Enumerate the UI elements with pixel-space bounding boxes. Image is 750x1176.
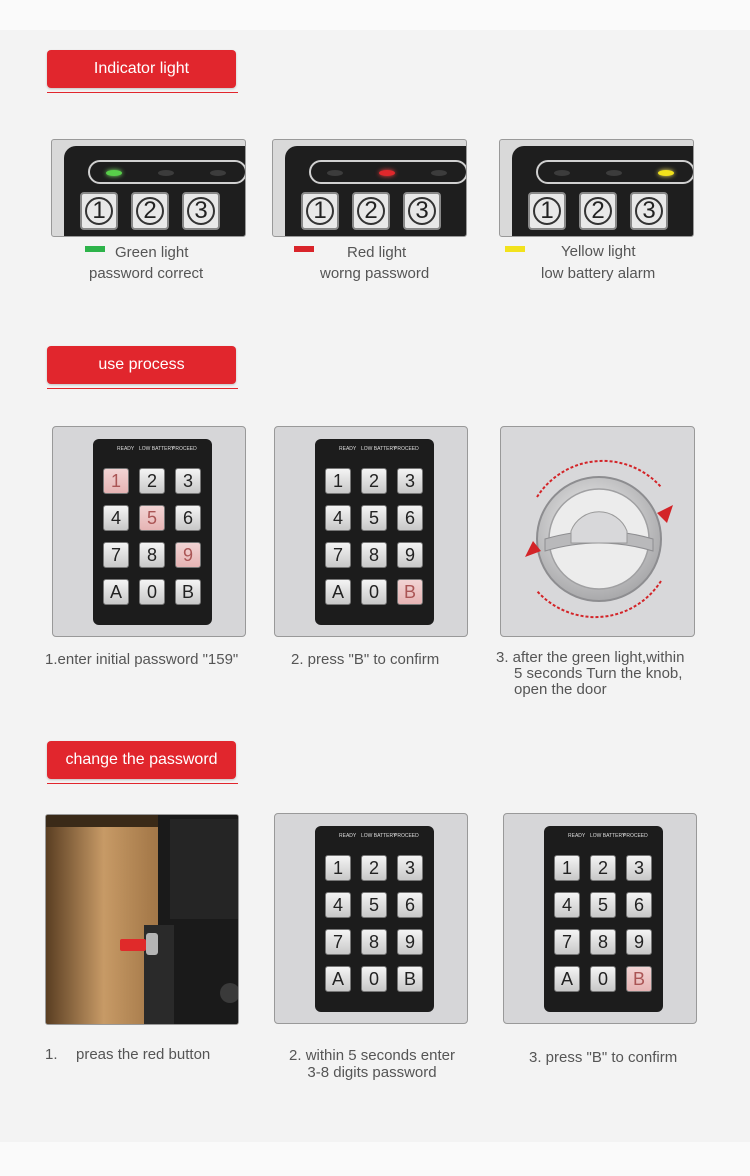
arrow-head-icon xyxy=(657,505,673,523)
keypad-key: 8 xyxy=(361,542,387,568)
keypad-key: 3 xyxy=(397,855,423,881)
yellow-light-label: Yellow light xyxy=(561,243,636,260)
keypad-key: 1 xyxy=(554,855,580,881)
keypad-status-label: PROCEED xyxy=(394,833,419,839)
section-header-use-process xyxy=(47,346,236,384)
keypad-status-label: LOW BATTERY xyxy=(590,833,626,839)
keypad-key: 9 xyxy=(397,929,423,955)
led-off xyxy=(431,170,447,176)
keypad-key: 9 xyxy=(626,929,652,955)
red-reset-button xyxy=(120,939,146,951)
key-3: 3 xyxy=(630,192,668,230)
keypad-status-label: READY xyxy=(117,446,135,452)
keypad-key: 9 xyxy=(175,542,201,568)
keypad-key: 2 xyxy=(590,855,616,881)
knob-card xyxy=(500,426,695,637)
keypad-status-label: PROCEED xyxy=(394,446,419,452)
key-2: 2 xyxy=(131,192,169,230)
keypad-key: B xyxy=(175,579,201,605)
keypad-key: 0 xyxy=(590,966,616,992)
keypad-key: 5 xyxy=(139,505,165,531)
keypad-key: 7 xyxy=(103,542,129,568)
keypad-status-label: LOW BATTERY xyxy=(361,833,397,839)
led-off xyxy=(554,170,570,176)
section-header-indicator xyxy=(47,50,236,88)
keypad-key: 4 xyxy=(325,505,351,531)
keypad-key: 4 xyxy=(325,892,351,918)
keypad-status-label: PROCEED xyxy=(172,446,197,452)
change-step3-caption: 3. press "B" to confirm xyxy=(529,1049,678,1066)
keypad-key: 8 xyxy=(590,929,616,955)
keypad-card-change-step3 xyxy=(503,813,697,1024)
yellow-light-meaning: low battery alarm xyxy=(541,265,656,282)
key-2: 2 xyxy=(352,192,390,230)
keypad-panel xyxy=(285,146,466,236)
keypad-key: 7 xyxy=(325,542,351,568)
keypad-key: 9 xyxy=(397,542,423,568)
button-housing xyxy=(146,933,158,955)
keypad-key: 5 xyxy=(361,505,387,531)
led-green-lit xyxy=(106,170,122,176)
led-off xyxy=(210,170,226,176)
indicator-card-green xyxy=(51,139,246,237)
keypad-key: 1 xyxy=(103,468,129,494)
light-bar xyxy=(536,160,694,184)
keypad-key: 6 xyxy=(175,505,201,531)
keypad-key: 2 xyxy=(361,855,387,881)
green-light-label: Green light xyxy=(115,244,189,261)
key-1: 1 xyxy=(80,192,118,230)
keypad-key: 8 xyxy=(139,542,165,568)
keypad-key: 5 xyxy=(361,892,387,918)
use-step3-caption: 3. after the green light,within 5 seconds Turn the knob, open the door xyxy=(496,649,685,698)
led-off xyxy=(606,170,622,176)
use-step1-caption: 1.enter initial password "159" xyxy=(45,651,239,668)
keypad-panel xyxy=(512,146,693,236)
keypad-key: 7 xyxy=(554,929,580,955)
keypad-status-label: READY xyxy=(339,833,357,839)
keypad-key: 7 xyxy=(325,929,351,955)
red-button-photo xyxy=(45,814,239,1025)
keypad-key: A xyxy=(103,579,129,605)
light-bar xyxy=(88,160,246,184)
keypad-key: A xyxy=(325,579,351,605)
keypad-key: 6 xyxy=(397,505,423,531)
yellow-swatch xyxy=(505,246,525,252)
led-off xyxy=(158,170,174,176)
keypad-key: 0 xyxy=(139,579,165,605)
keypad-key: B xyxy=(397,966,423,992)
key-1: 1 xyxy=(528,192,566,230)
keypad-key: 4 xyxy=(554,892,580,918)
keypad-status-label: PROCEED xyxy=(623,833,648,839)
section-underline xyxy=(47,388,238,389)
keypad-key: 1 xyxy=(325,855,351,881)
keypad-key: 2 xyxy=(361,468,387,494)
use-step2-caption: 2. press "B" to confirm xyxy=(291,651,440,668)
section-underline xyxy=(47,92,238,93)
keypad-key: 2 xyxy=(139,468,165,494)
indicator-card-yellow xyxy=(499,139,694,237)
keypad-key: 0 xyxy=(361,579,387,605)
keypad-key: 3 xyxy=(397,468,423,494)
keypad xyxy=(315,826,434,1012)
green-swatch xyxy=(85,246,105,252)
indicator-card-red xyxy=(272,139,467,237)
keypad xyxy=(315,439,434,625)
keypad-key: 0 xyxy=(361,966,387,992)
key-2: 2 xyxy=(579,192,617,230)
keypad-status-label: READY xyxy=(339,446,357,452)
key-1: 1 xyxy=(301,192,339,230)
safe-interior-illustration xyxy=(46,815,238,1024)
key-3: 3 xyxy=(403,192,441,230)
change-step1-number: 1. xyxy=(45,1046,58,1063)
section-title-use-process: use process xyxy=(47,346,236,384)
keypad-key: 3 xyxy=(175,468,201,494)
keypad-card-step1 xyxy=(52,426,246,637)
keypad xyxy=(544,826,663,1012)
keypad-key: 3 xyxy=(626,855,652,881)
led-off xyxy=(327,170,343,176)
section-title-change-password: change the password xyxy=(47,741,236,779)
keypad-key: 5 xyxy=(590,892,616,918)
keypad-key: 4 xyxy=(103,505,129,531)
keypad-key: 8 xyxy=(361,929,387,955)
led-red-lit xyxy=(379,170,395,176)
change-step2-caption: 2. within 5 seconds enter 3-8 digits password xyxy=(289,1047,455,1081)
light-bar xyxy=(309,160,467,184)
section-header-change-password xyxy=(47,741,236,779)
keypad-key: 1 xyxy=(325,468,351,494)
keypad-key: A xyxy=(554,966,580,992)
green-light-meaning: password correct xyxy=(89,265,204,282)
keypad-panel xyxy=(64,146,245,236)
bottom-band xyxy=(0,1142,750,1176)
keypad-key: A xyxy=(325,966,351,992)
keypad-key: B xyxy=(397,579,423,605)
keypad-key: B xyxy=(626,966,652,992)
keypad-key: 6 xyxy=(397,892,423,918)
section-underline xyxy=(47,783,238,784)
keypad-status-label: READY xyxy=(568,833,586,839)
red-light-label: Red light xyxy=(347,244,407,261)
keypad-status-label: LOW BATTERY xyxy=(361,446,397,452)
section-title-indicator: Indicator light xyxy=(47,50,236,88)
keypad-key: 6 xyxy=(626,892,652,918)
lock-box xyxy=(170,819,238,919)
top-band xyxy=(0,0,750,30)
keypad xyxy=(93,439,212,625)
change-step1-caption: preas the red button xyxy=(76,1046,211,1063)
keypad-card-change-step2 xyxy=(274,813,468,1024)
keypad-card-step2 xyxy=(274,426,468,637)
key-3: 3 xyxy=(182,192,220,230)
red-light-meaning: worng password xyxy=(320,265,430,282)
knob-illustration xyxy=(501,427,694,636)
keypad-status-label: LOW BATTERY xyxy=(139,446,175,452)
red-swatch xyxy=(294,246,314,252)
led-yellow-lit xyxy=(658,170,674,176)
